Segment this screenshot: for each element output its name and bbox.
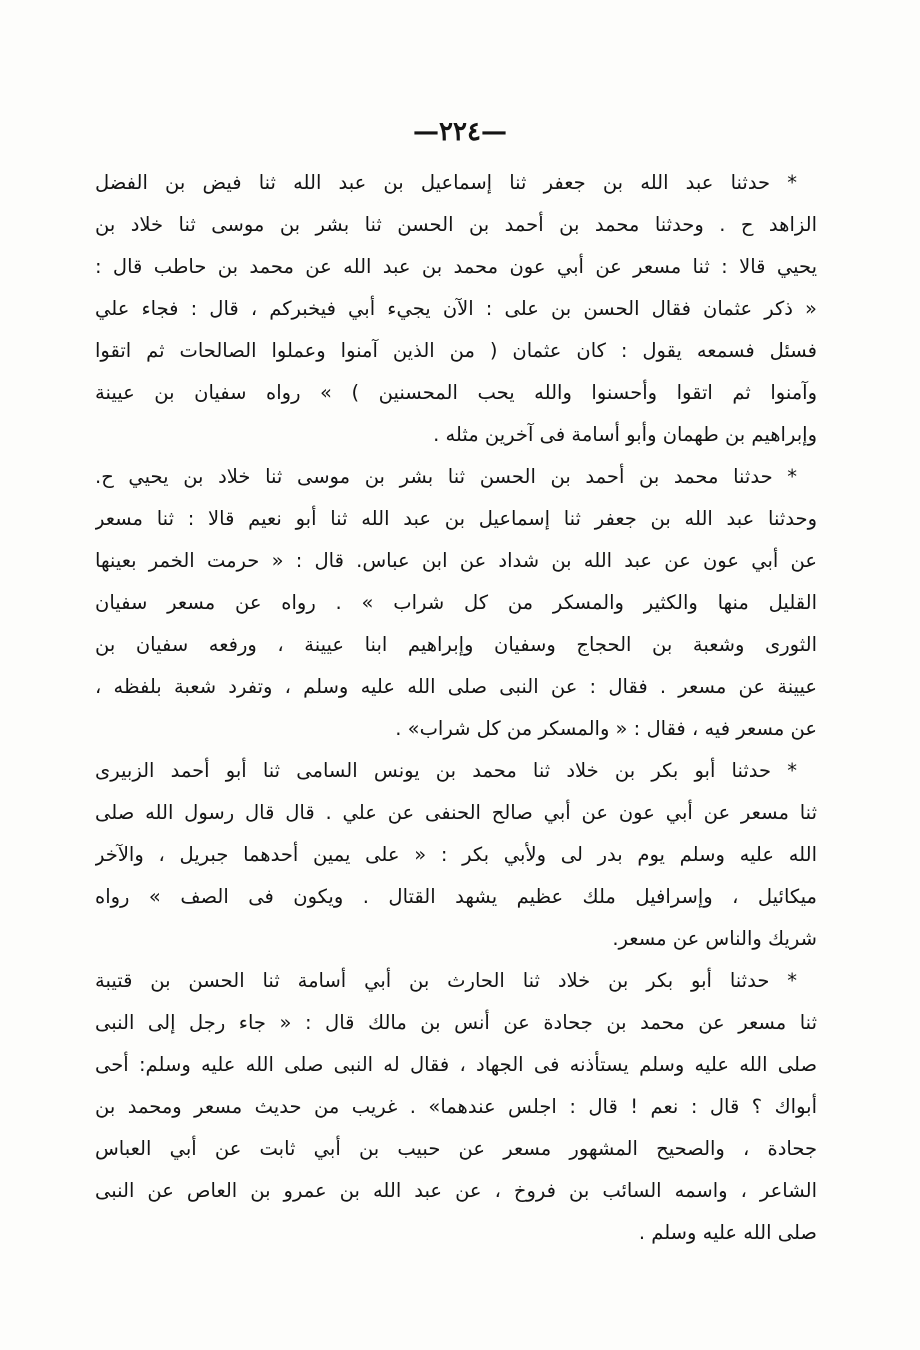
text-line: الزاهد ح . وحدثنا محمد بن أحمد بن الحسن ثنا بشر بن موسى ثنا خلاد بن bbox=[95, 213, 817, 236]
text-line: « ذكر عثمان فقال الحسن بن على : الآن يجيء أبي فيخبركم ، قال : فجاء علي bbox=[95, 297, 817, 320]
text-line: يحيي قالا : ثنا مسعر عن أبي عون محمد بن عبد الله عن محمد بن حاطب قال : bbox=[95, 255, 817, 278]
text-line: فسئل فسمعه يقول : كان عثمان ( من الذين آمنوا وعملوا الصالحات ثم اتقوا bbox=[95, 339, 817, 362]
text-line: ميكائيل ، وإسرافيل ملك عظيم يشهد القتال . ويكون فى الصف » رواه bbox=[95, 885, 817, 908]
page-number: —٢٢٤— bbox=[413, 117, 507, 147]
text-line: ثنا مسعر عن أبي عون عن أبي صالح الحنفى عن علي . قال قال رسول الله صلى bbox=[95, 801, 817, 824]
text-line: شريك والناس عن مسعر. bbox=[612, 927, 817, 950]
text-line: وإبراهيم بن طهمان وأبو أسامة فى آخرين مثله . bbox=[433, 423, 817, 446]
text-line: الله عليه وسلم يوم بدر لى ولأبي بكر : « على يمين أحدهما جبريل ، والآخر bbox=[95, 843, 817, 866]
text-line: صلى الله عليه وسلم يستأذنه فى الجهاد ، فقال له النبى صلى الله عليه وسلم: أحى bbox=[95, 1053, 817, 1076]
text-line: جحادة ، والصحيح المشهور مسعر عن حبيب بن أبي ثابت عن أبي العباس bbox=[95, 1137, 817, 1160]
text-line: الشاعر ، واسمه السائب بن فروخ ، عن عبد الله بن عمرو بن العاص عن النبى bbox=[95, 1179, 817, 1202]
text-line: * حدثنا محمد بن أحمد بن الحسن ثنا بشر بن موسى ثنا خلاد بن يحيي ح. bbox=[95, 465, 797, 488]
text-line: وآمنوا ثم اتقوا وأحسنوا والله يحب المحسنين ) » رواه سفيان بن عيينة bbox=[95, 381, 817, 404]
text-line: عن أبي عون عن عبد الله بن شداد عن ابن عباس. قال : « حرمت الخمر بعينها bbox=[95, 549, 817, 572]
text-line: وحدثنا عبد الله بن جعفر ثنا إسماعيل بن عبد الله ثنا أبو نعيم قالا : ثنا مسعر bbox=[95, 507, 817, 530]
text-line: الثورى وشعبة بن الحجاج وسفيان وإبراهيم ابنا عيينة ، ورفعه سفيان بن bbox=[95, 633, 817, 656]
text-line: ثنا مسعر عن محمد بن جحادة عن أنس بن مالك قال : « جاء رجل إلى النبى bbox=[95, 1011, 817, 1034]
text-line: * حدثنا أبو بكر بن خلاد ثنا الحارث بن أبي أسامة ثنا الحسن بن قتيبة bbox=[95, 969, 797, 992]
text-line: عن مسعر فيه ، فقال : « والمسكر من كل شراب» . bbox=[395, 717, 817, 740]
text-body bbox=[95, 162, 817, 1254]
text-line: * حدثنا عبد الله بن جعفر ثنا إسماعيل بن عبد الله ثنا فيض بن الفضل bbox=[95, 171, 797, 194]
text-line: * حدثنا أبو بكر بن خلاد ثنا محمد بن يونس السامى ثنا أبو أحمد الزبيرى bbox=[95, 759, 797, 782]
text-line: أبواك ؟ قال : نعم ! قال : اجلس عندهما» . غريب من حديث مسعر ومحمد بن bbox=[95, 1095, 817, 1118]
text-line: القليل منها والكثير والمسكر من كل شراب » . رواه عن مسعر سفيان bbox=[95, 591, 817, 614]
text-line: صلى الله عليه وسلم . bbox=[638, 1221, 817, 1244]
text-line: عيينة عن مسعر . فقال : عن النبى صلى الله عليه وسلم ، وتفرد شعبة بلفظه ، bbox=[95, 675, 817, 698]
